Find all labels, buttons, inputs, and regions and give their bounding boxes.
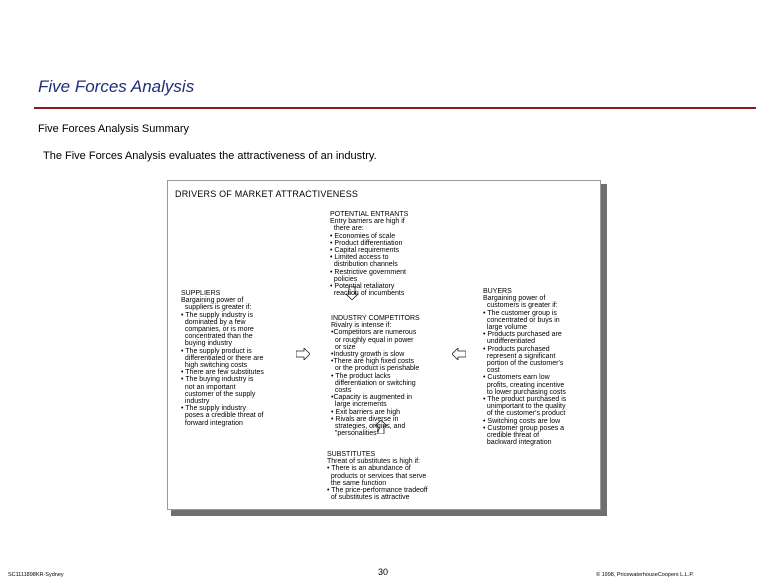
suppliers-block — [181, 290, 289, 427]
text-line: high switching costs — [181, 362, 248, 370]
substitutes-block — [327, 451, 487, 501]
text-line: of substitutes is attractive — [327, 494, 410, 502]
text-line: • There is an abundance of — [327, 465, 411, 473]
text-line: • The supply product is — [181, 347, 252, 355]
page-title: Five Forces Analysis — [38, 77, 195, 96]
footer-copyright: © 1998, PricewaterhouseCoopers L.L.P. — [596, 572, 694, 578]
potential-entrants-block — [330, 211, 460, 297]
buyers-lines — [483, 295, 593, 446]
text-line: • Restrictive government — [330, 268, 406, 276]
arrow-left-icon — [452, 348, 466, 360]
substitutes-heading: SUBSTITUTES — [327, 451, 376, 458]
suppliers-heading: SUPPLIERS — [181, 290, 221, 297]
text-line: buying industry — [181, 340, 232, 348]
text-line: • The product purchased is — [483, 396, 567, 404]
text-line: •Industry growth is slow — [331, 351, 405, 359]
text-line: unimportant to the quality — [483, 403, 566, 411]
section-subtitle: Five Forces Analysis Summary — [38, 123, 189, 135]
text-line: • Customer group poses a — [483, 424, 565, 432]
text-line: portion of the customer's — [483, 360, 564, 368]
text-line: to lower purchasing costs — [483, 388, 566, 396]
substitutes-lines — [327, 458, 487, 501]
text-line: concentrated than the — [181, 333, 253, 341]
text-line: • The customer group is — [483, 309, 557, 317]
text-line: • Customers earn low — [483, 374, 550, 382]
text-line: differentiated or there are — [181, 354, 264, 362]
text-line: • The supply industry is — [181, 311, 253, 319]
text-line: • Capital requirements — [330, 247, 399, 255]
text-line: or size — [331, 343, 356, 351]
text-line: or roughly equal in power — [331, 336, 414, 344]
text-line: poses a credible threat of — [181, 412, 264, 420]
text-line: Bargaining power of — [181, 297, 244, 305]
text-line: • Switching costs are low — [483, 417, 561, 425]
text-line: not an important — [181, 383, 236, 391]
text-line: cost — [483, 367, 500, 375]
text-line: represent a significant — [483, 352, 556, 360]
text-line: differentiation or switching — [331, 379, 416, 387]
text-line: dominated by a few — [181, 318, 246, 326]
text-line: the same function — [327, 479, 387, 487]
text-line: • Product differentiation — [330, 239, 403, 247]
text-line: distribution channels — [330, 261, 398, 269]
text-line: • Exit barriers are high — [331, 408, 400, 416]
text-line: products or services that serve — [327, 472, 427, 480]
text-line: • Products purchased are — [483, 331, 562, 339]
text-line: of the customer's product — [483, 410, 566, 418]
text-line: there are: — [330, 225, 364, 233]
text-line: reaction of incumbents — [330, 290, 405, 298]
arrow-down-icon — [346, 286, 358, 300]
text-line: industry — [181, 398, 210, 406]
potential-entrants-heading: POTENTIAL ENTRANTS — [330, 211, 409, 218]
arrow-right-icon — [296, 348, 310, 360]
industry-competitors-block — [331, 315, 461, 437]
text-line: • Potential retaliatory — [330, 283, 395, 291]
suppliers-lines — [181, 297, 289, 427]
text-line: large increments — [331, 401, 387, 409]
panel-title: DRIVERS OF MARKET ATTRACTIVENESS — [175, 189, 359, 199]
text-line: profits, creating incentive — [483, 381, 565, 389]
text-line: • Rivals are diverse in — [331, 415, 399, 423]
page-number: 30 — [378, 567, 389, 577]
text-line: strategies, origins, and — [331, 423, 406, 431]
text-line: •Capacity is augmented in — [331, 394, 413, 402]
text-line: or the product is perishable — [331, 365, 420, 373]
text-line: •Competitors are numerous — [331, 329, 417, 337]
text-line: undifferentiated — [483, 338, 536, 346]
text-line: • Economies of scale — [330, 232, 396, 240]
intro-text: The Five Forces Analysis evaluates the attractiveness of an industry. — [43, 150, 377, 162]
text-line: • The price-performance tradeoff — [327, 487, 428, 495]
text-line: customers is greater if: — [483, 302, 558, 310]
text-line: Bargaining power of — [483, 295, 546, 303]
buyers-heading: BUYERS — [483, 288, 512, 295]
text-line: large volume — [483, 324, 527, 332]
text-line: customer of the supply — [181, 390, 256, 398]
footer-reference: SC1111898KR-Sydney — [8, 572, 64, 578]
title-divider — [34, 107, 756, 109]
text-line: •There are high fixed costs — [331, 358, 414, 366]
text-line: • Limited access to — [330, 254, 389, 262]
text-line: "personalities" — [331, 430, 380, 438]
text-line: • The supply industry — [181, 405, 246, 413]
industry-competitors-lines — [331, 322, 461, 437]
text-line: • The buying industry is — [181, 376, 254, 384]
text-line: suppliers is greater if: — [181, 304, 252, 312]
text-line: • The product lacks — [331, 372, 391, 380]
text-line: companies, or is more — [181, 326, 254, 334]
text-line: Rivalry is intense if: — [331, 322, 392, 330]
text-line: • There are few substitutes — [181, 369, 264, 377]
text-line: Threat of substitutes is high if: — [327, 458, 420, 466]
text-line: backward integration — [483, 439, 552, 447]
industry-competitors-heading: INDUSTRY COMPETITORS — [331, 315, 420, 322]
text-line: • Products purchased — [483, 345, 550, 353]
text-line: concentrated or buys in — [483, 316, 560, 324]
text-line: policies — [330, 275, 358, 283]
buyers-block — [483, 288, 593, 446]
text-line: Entry barriers are high if — [330, 218, 405, 226]
text-line: credible threat of — [483, 432, 540, 440]
arrow-up-icon — [375, 420, 387, 434]
text-line: forward integration — [181, 419, 243, 427]
text-line: costs — [331, 387, 352, 395]
